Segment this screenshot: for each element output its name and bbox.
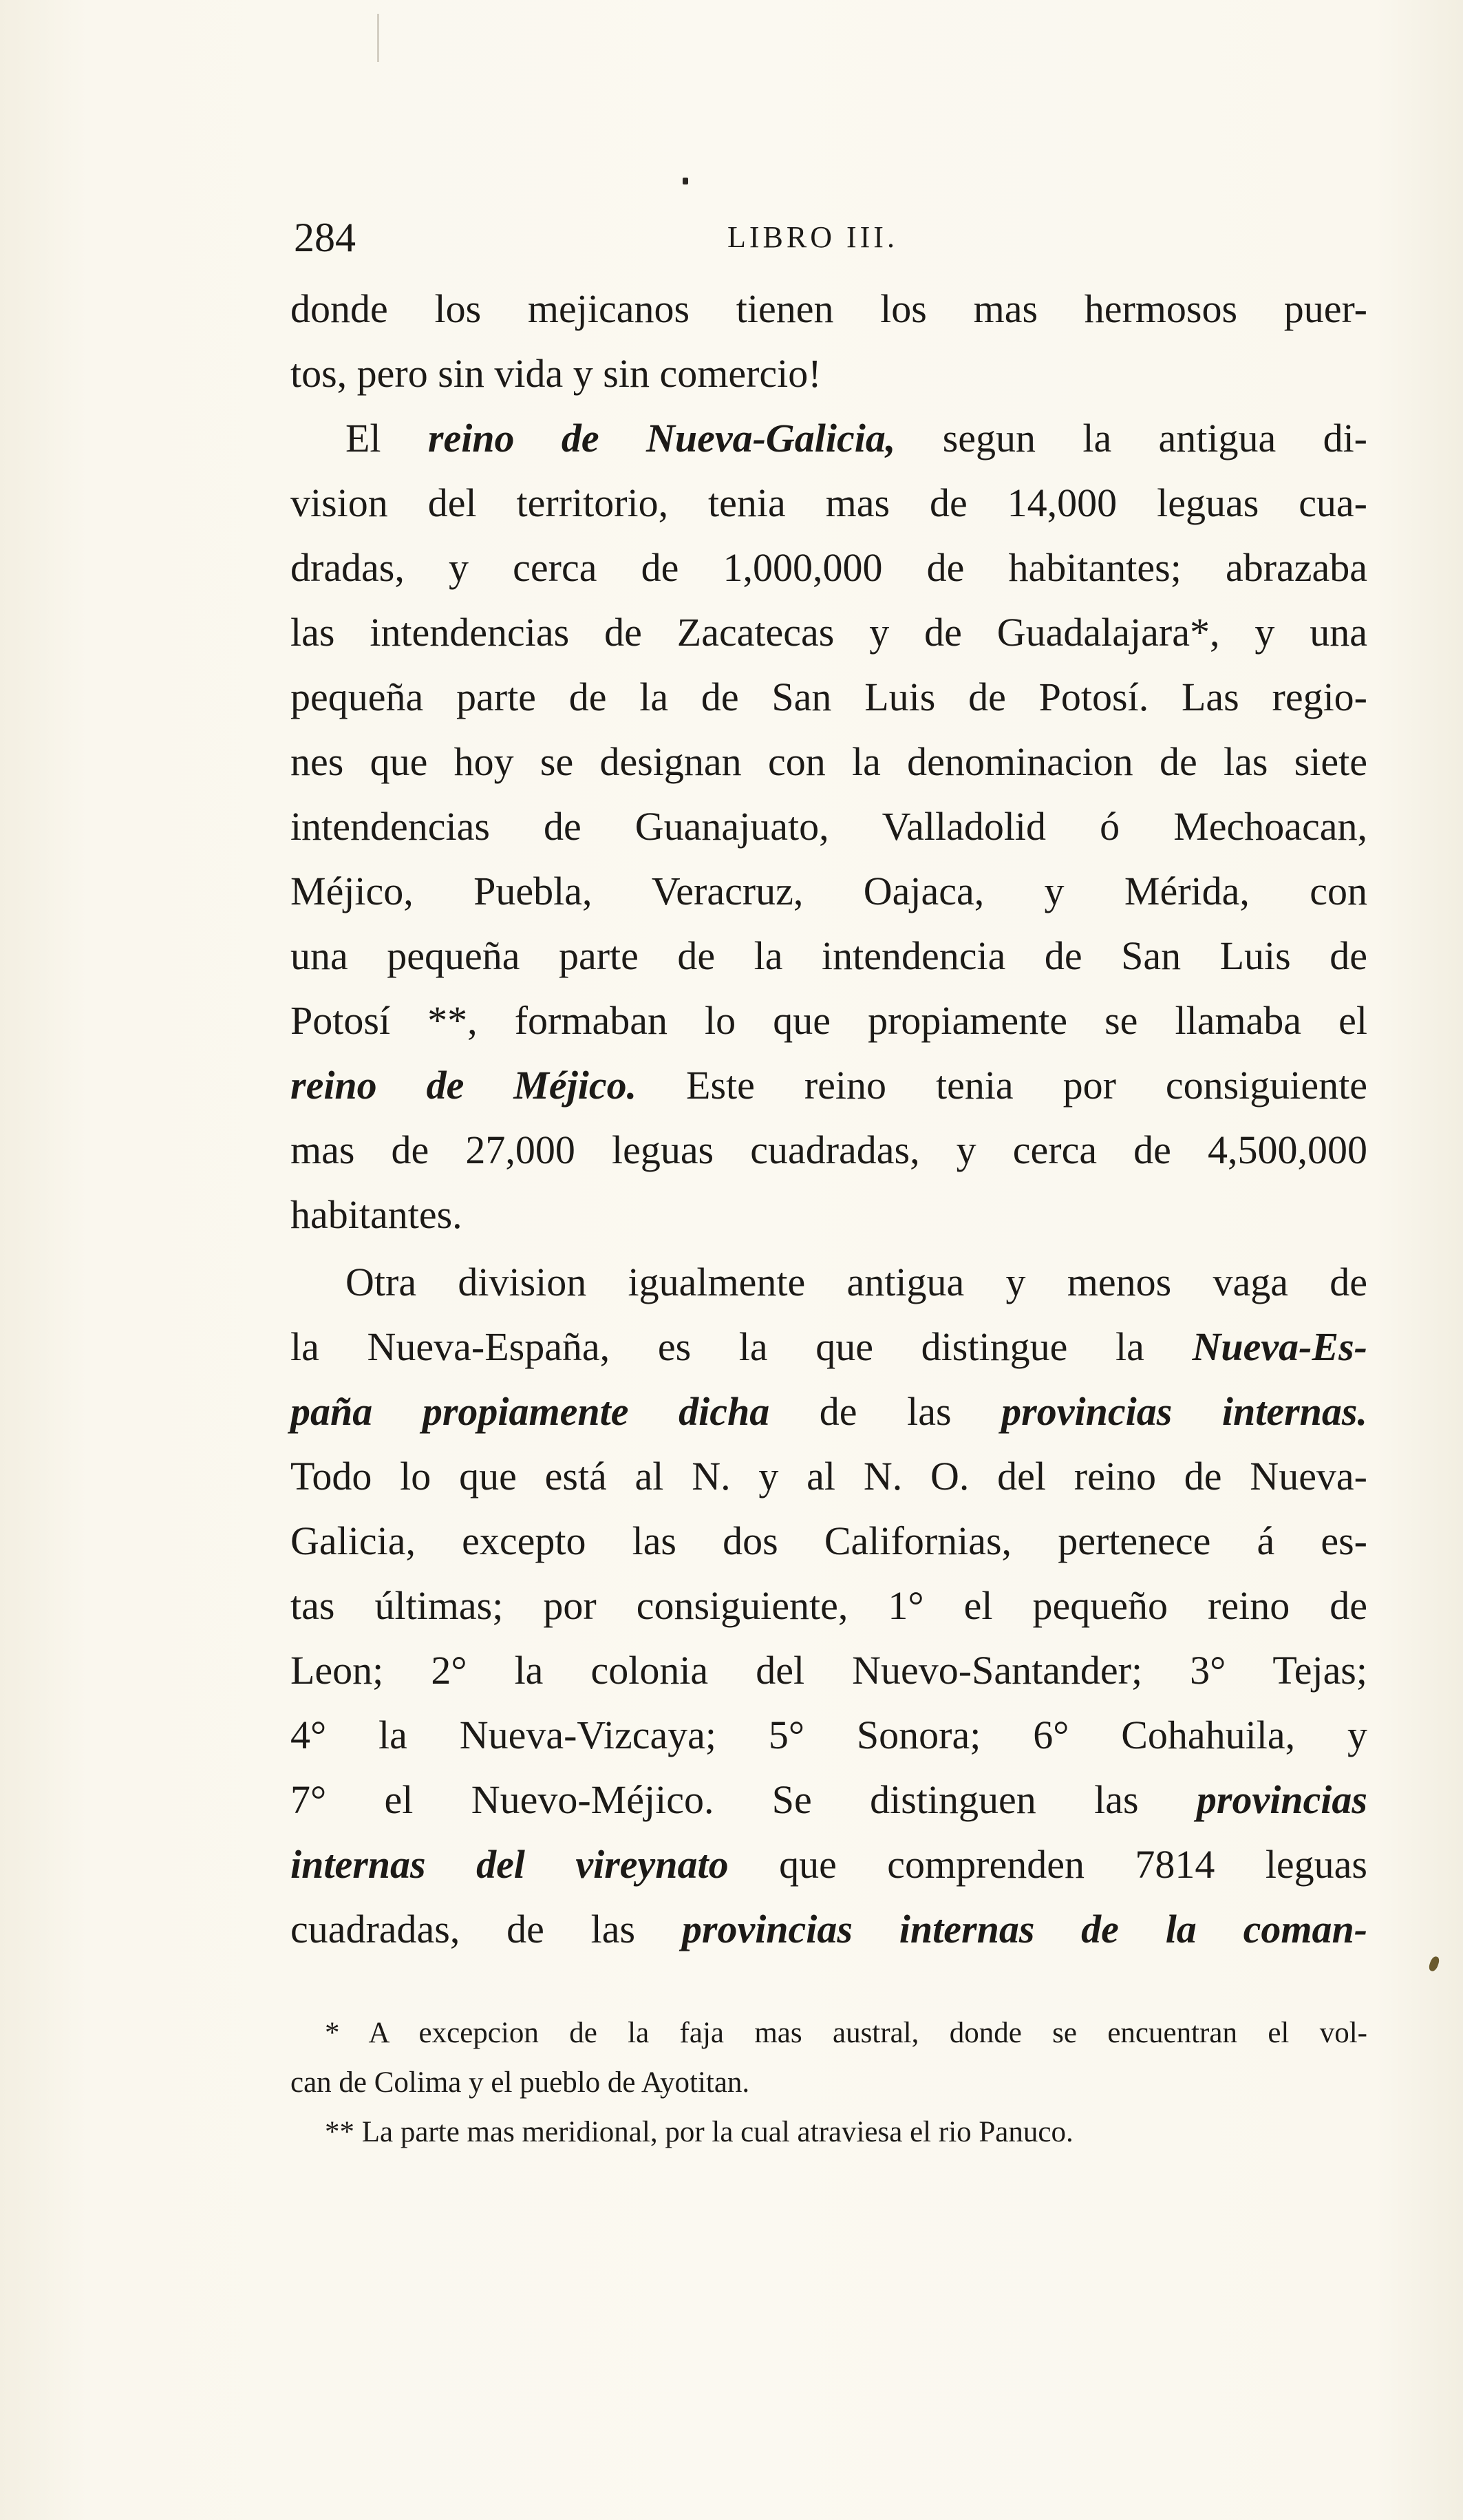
text-line: intendencias de Guanajuato, Valladolid ó Mechoacan, [290, 804, 1367, 849]
text-line: Galicia, excepto las dos Californias, pertenece á es- [290, 1518, 1367, 1563]
text-line: donde los mejicanos tienen los mas hermosos puer- [290, 286, 1367, 331]
italic-term: provincias [1196, 1777, 1367, 1822]
italic-term: reino de Méjico. [290, 1063, 637, 1108]
text-line [290, 1832, 1367, 1897]
italic-term: provincias internas de la coman- [681, 1907, 1368, 1951]
text-line: nes que hoy se designan con la denominacion de las siete [290, 739, 1367, 784]
ink-speck [683, 178, 688, 184]
italic-term: provincias internas. [1001, 1389, 1368, 1434]
footnotes [290, 2009, 1367, 2157]
text-run: segun la antigua di- [895, 416, 1367, 460]
text-line [290, 1897, 1367, 1962]
text-line: Potosí **, formaban lo que propiamente se llamaba el [290, 998, 1367, 1043]
italic-term: paña propiamente dicha [290, 1389, 770, 1434]
text-run: 7° el Nuevo-Méjico. Se distinguen las [290, 1777, 1197, 1822]
text-line: 4° la Nueva-Vizcaya; 5° Sonora; 6° Cohahuila, y [290, 1713, 1367, 1757]
text-line: Leon; 2° la colonia del Nuevo-Santander; 3° Tejas; [290, 1648, 1367, 1693]
text-line: las intendencias de Zacatecas y de Guadalajara*, y una [290, 610, 1367, 655]
text-line [290, 406, 1367, 471]
text-run: de las [769, 1389, 1002, 1434]
margin-ink-mark [1428, 1956, 1440, 1973]
text-run: Este reino tenia por consiguiente [637, 1063, 1368, 1108]
italic-term: reino de Nueva-Galicia, [427, 416, 896, 460]
chapter-title: LIBRO III. [727, 220, 898, 254]
text-line [290, 1768, 1367, 1832]
text-line [290, 1315, 1367, 1379]
text-line: Todo lo que está al N. y al N. O. del reino de Nueva- [290, 1454, 1367, 1499]
text-line: tas últimas; por consiguiente, 1° el pequeño reino de [290, 1583, 1367, 1628]
text-run: El [345, 416, 428, 460]
text-line: Otra division igualmente antigua y menos vaga de [345, 1260, 1367, 1304]
body-text [290, 277, 1367, 1962]
italic-term: Nueva-Es- [1192, 1324, 1367, 1369]
footnote-line: * A excepcion de la faja mas austral, donde se encuentran el vol- [325, 2017, 1367, 2049]
text-line [290, 1053, 1367, 1118]
text-line [290, 1379, 1367, 1444]
text-line: tos, pero sin vida y sin comercio! [290, 351, 822, 396]
text-line: vision del territorio, tenia mas de 14,000 leguas cua- [290, 480, 1367, 525]
text-line: pequeña parte de la de San Luis de Potosí. Las regio- [290, 675, 1367, 719]
italic-term: internas del vireynato [290, 1842, 729, 1887]
page-number: 284 [294, 215, 356, 260]
running-head [294, 207, 1367, 268]
text-line: dradas, y cerca de 1,000,000 de habitantes; abrazaba [290, 545, 1367, 590]
footnote-line: ** La parte mas meridional, por la cual atraviesa el rio Panuco. [325, 2116, 1074, 2148]
text-line: Méjico, Puebla, Veracruz, Oajaca, y Mérida, con [290, 869, 1367, 913]
text-run: cuadradas, de las [290, 1907, 682, 1951]
text-run: la Nueva-España, es la que distingue la [290, 1324, 1193, 1369]
footnote-line: can de Colima y el pueblo de Ayotitan. [290, 2066, 750, 2099]
text-line: mas de 27,000 leguas cuadradas, y cerca de 4,500,000 [290, 1127, 1367, 1172]
text-run: que comprenden 7814 leguas [728, 1842, 1367, 1887]
paper-mark [377, 14, 379, 62]
text-line: una pequeña parte de la intendencia de San Luis de [290, 933, 1367, 978]
text-line: habitantes. [290, 1192, 462, 1237]
